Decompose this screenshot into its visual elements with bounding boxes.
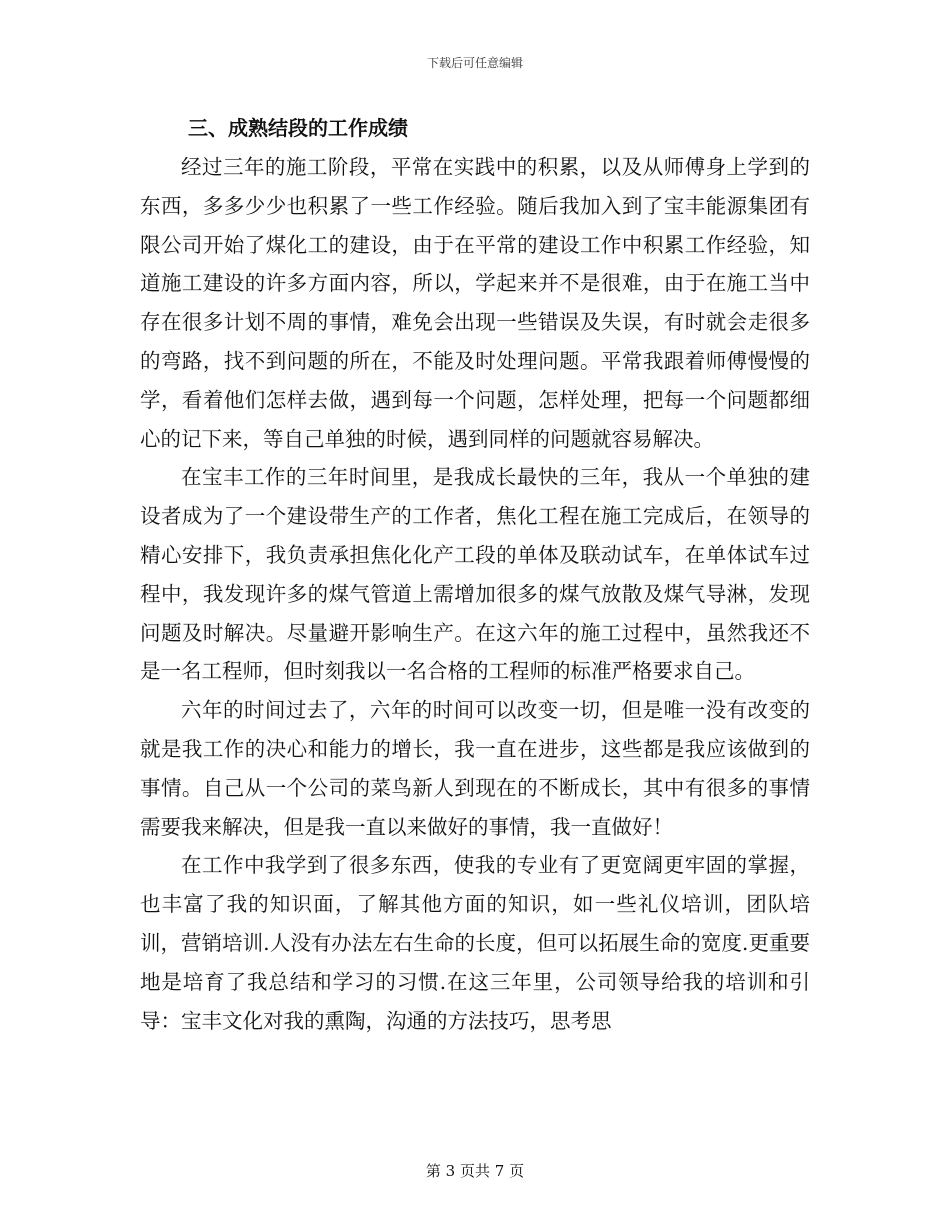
document-body [140,108,810,1040]
paragraph-2: 在宝丰工作的三年时间里，是我成长最快的三年，我从一个单独的建设者成为了一个建设带生产的工作者，焦化工程在施工完成后，在领导的精心安排下，我负责承担焦化化产工段的单体及联动试车，在单体试车过程中，我发现许多的煤气管道上需增加很多的煤气放散及煤气导淋，发现问题及时解决。尽量避开影响生产。在这六年的施工过程中，虽然我还不是一名工程师，但时刻我以一名合格的工程师的标准严格要求自己。 [140,465,810,684]
paragraph-4: 在工作中我学到了很多东西，使我的专业有了更宽阔更牢固的掌握，也丰富了我的知识面，了解其他方面的知识，如一些礼仪培训，团队培训，营销培训.人没有办法左右生命的长度，但可以拓展生命的宽度.更重要地是培育了我总结和学习的习惯.在这三年里，公司领导给我的培训和引导：宝丰文化对我的熏陶，沟通的方法技巧，思考思 [140,853,810,1033]
paragraph-3: 六年的时间过去了，六年的时间可以改变一切，但是唯一没有改变的就是我工作的决心和能力的增长，我一直在进步，这些都是我应该做到的事情。自己从一个公司的菜鸟新人到现在的不断成长，其中有很多的事情需要我来解决，但是我一直以来做好的事情，我一直做好！ [140,698,810,839]
paragraph-1: 经过三年的施工阶段，平常在实践中的积累，以及从师傅身上学到的东西，多多少少也积累了一些工作经验。随后我加入到了宝丰能源集团有限公司开始了煤化工的建设，由于在平常的建设工作中积累工作经验，知道施工建设的许多方面内容，所以，学起来并不是很难，由于在施工当中存在很多计划不周的事情，难免会出现一些错误及失误，有时就会走很多的弯路，找不到问题的所在，不能及时处理问题。平常我跟着师傅慢慢的学，看着他们怎样去做，遇到每一个问题，怎样处理，把每一个问题都细心的记下来，等自己单独的时候，遇到同样的问题就容易解决。 [140,155,810,451]
header-note: 下载后可任意编辑 [426,56,523,70]
section-title: 三、成熟结段的工作成绩 [188,116,408,140]
page-number: 第 3 页共 7 页 [425,1162,525,1180]
